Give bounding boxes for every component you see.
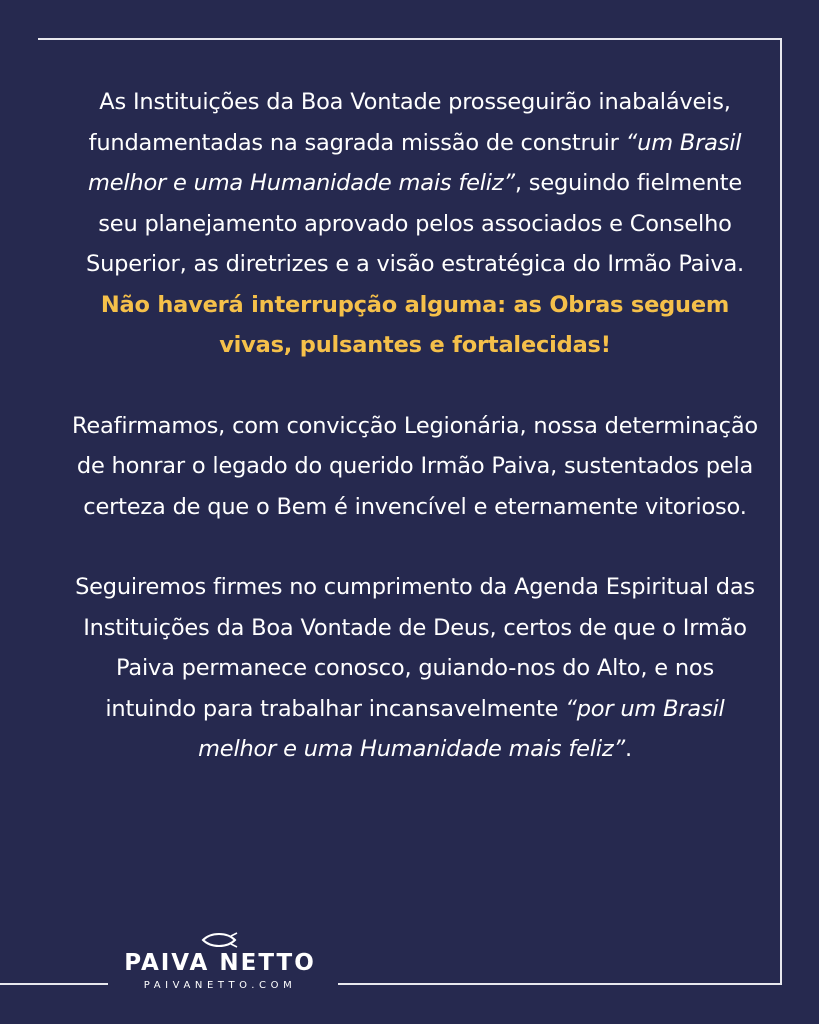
paragraph-3-quote: “por um Brasil melhor e uma Humanidade mais feliz” (198, 695, 725, 762)
paragraph-1-text-a: As Instituições da Boa Vontade prosseguirão inabaláveis, fundamentadas na sagrada missão de construir (88, 89, 731, 156)
frame-bottom-line (338, 983, 782, 985)
fish-icon (201, 932, 239, 948)
brand-name: PAIVA NETTO (124, 950, 316, 976)
brand-website: PAIVANETTO.COM (143, 980, 297, 991)
paragraph-1-highlight: Não haverá interrupção alguma: as Obras seguem vivas, pulsantes e fortalecidas! (100, 291, 730, 358)
paragraph-1-quote: “um Brasil melhor e uma Humanidade mais feliz” (88, 129, 742, 196)
paragraph-3-text-c: . (624, 736, 632, 762)
paragraph-2: Reafirmamos, com convicção Legionária, nossa determinação de honrar o legado do querido Irmão Paiva, sustentados pela certeza de que o Bem é invencível e eternamente vitorioso. (71, 412, 759, 520)
frame-bottom-left-line (0, 983, 108, 985)
paragraph-1 (70, 82, 760, 366)
brand-logo (112, 932, 328, 993)
frame-right-line (780, 38, 782, 985)
message-body (70, 82, 760, 810)
paragraph-1-text-c: , seguindo fielmente seu planejamento aprovado pelos associados e Conselho Superior, as diretrizes e a visão estratégica do Irmão Paiva. (86, 170, 744, 277)
paragraph-3-text-a: Seguiremos firmes no cumprimento da Agenda Espiritual das Instituições da Boa Vontade de Deus, certos de que o Irmão Paiva permanece conosco, guiando-nos do Alto, e nos intuindo para trabalhar incansavelmente (75, 574, 755, 722)
frame-top-line (38, 38, 782, 40)
paragraph-3 (70, 567, 760, 770)
